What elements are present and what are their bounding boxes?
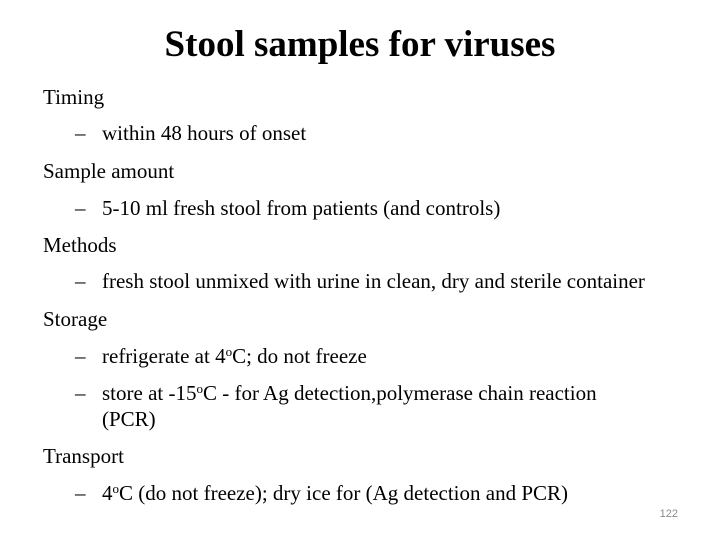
bullet-item-methods: – fresh stool unmixed with urine in clean, dry and sterile container (75, 269, 645, 293)
section-heading-transport: Transport (43, 444, 124, 468)
bullet-item-sample-amount: – 5-10 ml fresh stool from patients (and controls) (75, 196, 501, 220)
section-heading-sample-amount: Sample amount (43, 159, 175, 183)
dash-bullet-icon: – (75, 196, 86, 220)
section-heading-methods: Methods (43, 233, 117, 257)
dash-bullet-icon: – (75, 121, 86, 145)
dash-bullet-icon: – (75, 344, 86, 368)
bullet-item-timing: – within 48 hours of onset (75, 121, 307, 145)
dash-bullet-icon: – (75, 381, 86, 405)
bullet-item-storage-refrigerate: – refrigerate at 4$^o$C; do not freeze (75, 344, 367, 368)
bullet-item-storage-freeze: – store at -15$^o$C - for Ag detection,polymerase chain reaction (PCR) (75, 381, 597, 431)
bullet-item-transport: – 4$^o$C (do not freeze); dry ice for (Ag detection and PCR) (75, 481, 569, 505)
dash-bullet-icon: – (75, 481, 86, 505)
slide-number: 122 (659, 508, 678, 520)
section-heading-storage: Storage (43, 307, 108, 331)
dash-bullet-icon: – (75, 269, 86, 293)
slide-title: Stool samples for viruses (164, 24, 556, 65)
section-heading-timing: Timing (43, 85, 105, 109)
